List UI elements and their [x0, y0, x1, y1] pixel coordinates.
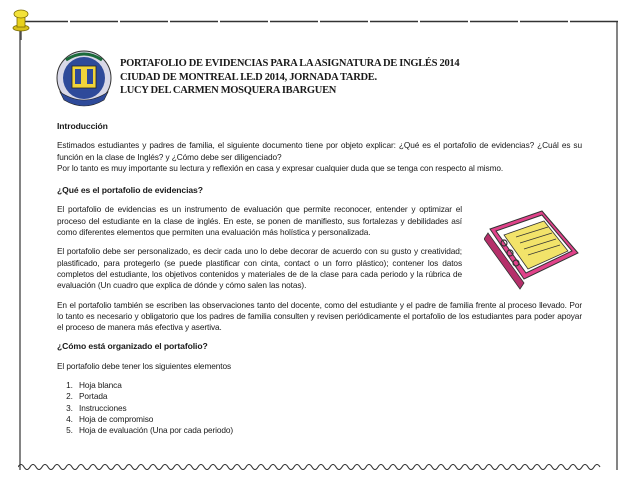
what-paragraph-3: En el portafolio también se escriben las observaciones tanto del docente, como del estudiante y el padre de familia frente al proceso llevado. Por lo tanto es necesario y obligatorio que los padres de familia consulten y revisen periódicamente el portafolio de los estudiantes para poder apoyar el proceso de manera más efectiva y asertiva. [57, 299, 582, 333]
intro-paragraph-1: Estimados estudiantes y padres de familia, el siguiente documento tiene por objeto explicar: ¿Qué es el portafolio de evidencias? ¿Cuál es su función en la clase de Inglés? y ¿Cómo debe ser diligenciado? [57, 140, 582, 162]
what-paragraph-2: El portafolio debe ser personalizado, es decir cada uno lo debe decorar de acuerdo con su gusto y creatividad; plastificado, para protegerlo (se puede plastificar con cinta, contact o un forro plástico); contener los datos completos del estudiante, los objetivos contenidos y materiales de de la clase para cada periodo y la rúbrica de evaluación (Un cuadro que explica de dónde y cómo salen las notas). [57, 246, 462, 291]
organization-heading: ¿Cómo está organizado el portafolio? [57, 341, 208, 352]
organization-intro: El portafolio debe tener los siguientes elementos [57, 360, 232, 371]
document-body [57, 121, 582, 437]
right-border [616, 22, 618, 470]
header-school: CIUDAD DE MONTREAL I.E.D 2014, JORNADA TARDE. [120, 71, 377, 83]
intro-paragraph-2: Por lo tanto es muy importante su lectura y reflexión en casa y expresar cualquier duda que se tenga con respecto al mismo. [57, 162, 504, 173]
top-border [20, 20, 618, 23]
header-author: LUCY DEL CARMEN MOSQUERA IBARGUEN [120, 85, 337, 96]
header-title: PORTAFOLIO DE EVIDENCIAS PARA LA ASIGNATURA DE INGLÉS 2014 [120, 58, 460, 69]
what-heading: ¿Qué es el portafolio de evidencias? [57, 185, 203, 196]
list-item: 3. Instrucciones [75, 403, 582, 414]
what-paragraph-1: El portafolio de evidencias es un instrumento de evaluación que permite reconocer, entender y optimizar el proceso del estudiante en la clase de inglés. En este, se ponen de manifiesto, sus fortalezas y debilidades así como diferentes elementos que permiten una evaluación más holística y personalizada. [57, 204, 462, 238]
list-item: 4. Hoja de compromiso [75, 414, 582, 425]
list-item: 2. Portada [75, 391, 582, 402]
pushpin-icon [8, 6, 38, 42]
list-item: 5. Hoja de evaluación (Una por cada periodo) [75, 425, 582, 436]
left-border [19, 22, 21, 470]
document-header [120, 57, 520, 98]
organization-list [57, 380, 582, 436]
list-item: 1. Hoja blanca [75, 380, 582, 391]
school-logo [54, 50, 114, 108]
bottom-wavy-border [18, 462, 620, 472]
intro-heading: Introducción [57, 121, 108, 131]
